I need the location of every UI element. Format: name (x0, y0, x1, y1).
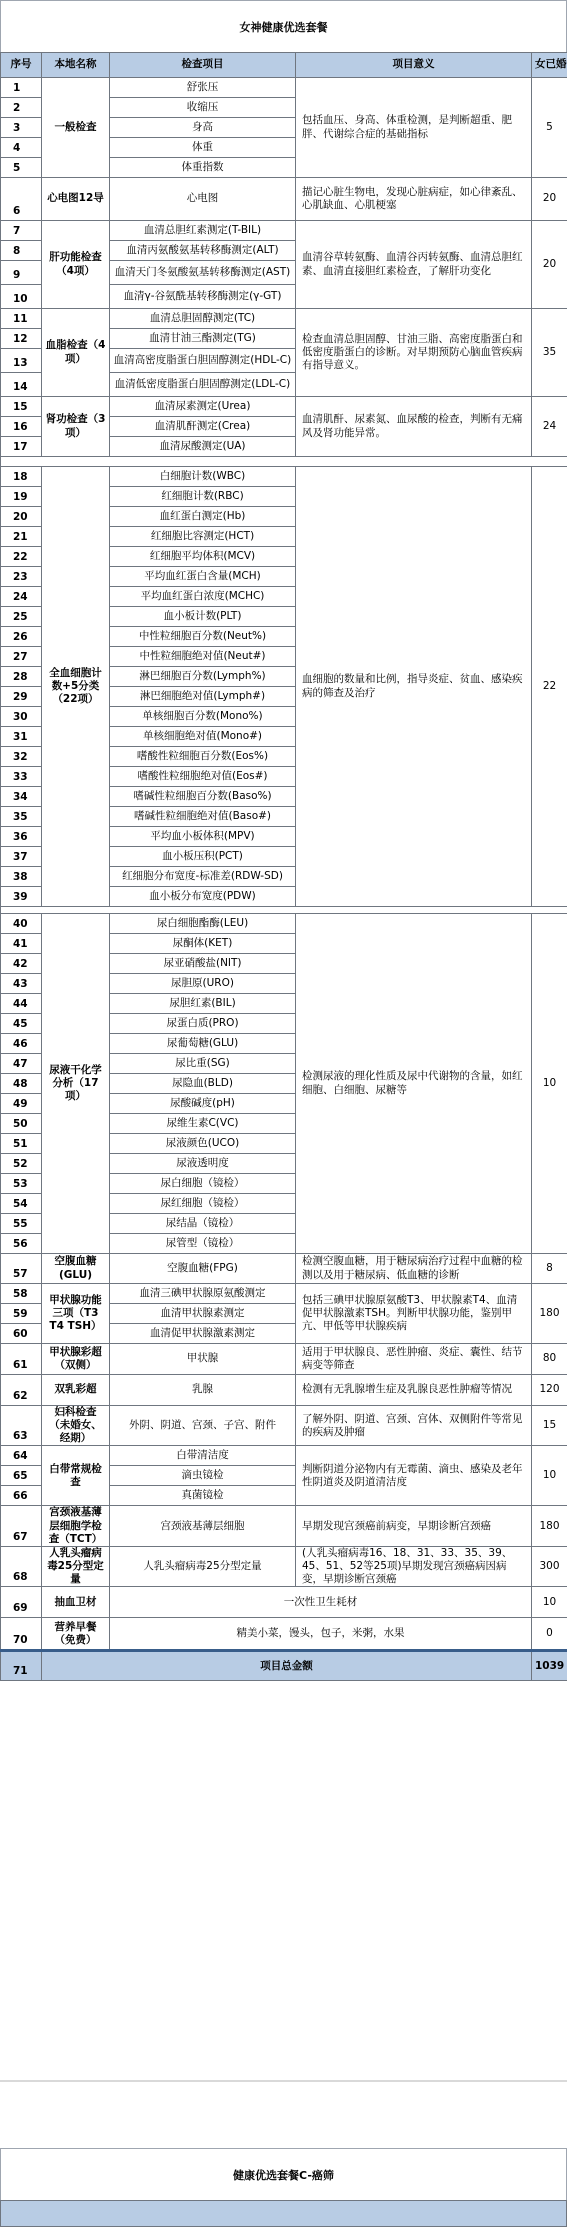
sheet-header-bar-2 (0, 2200, 567, 2227)
check-item: 血清γ-谷氨酰基转移酶测定(γ-GT) (110, 285, 296, 309)
table-gap (1, 907, 567, 914)
header-name: 本地名称 (42, 53, 110, 78)
table-gap (1, 457, 567, 467)
sheet-title-block-2 (0, 2148, 567, 2200)
table-row (1, 1375, 567, 1406)
check-item: 尿蛋白质(PRO) (110, 1014, 296, 1034)
row-number: 54 (1, 1194, 42, 1214)
check-item: 平均血红蛋白含量(MCH) (110, 567, 296, 587)
row-number: 10 (1, 285, 42, 309)
check-item: 嗜酸性粒细胞绝对值(Eos#) (110, 767, 296, 787)
check-item: 中性粒细胞百分数(Neut%) (110, 627, 296, 647)
check-item: 中性粒细胞绝对值(Neut#) (110, 647, 296, 667)
check-item: 白细胞计数(WBC) (110, 467, 296, 487)
check-item: 血清尿素测定(Urea) (110, 397, 296, 417)
row-number: 11 (1, 309, 42, 329)
row-number: 50 (1, 1114, 42, 1134)
row-number: 61 (1, 1344, 42, 1375)
item-meaning: 判断阴道分泌物内有无霉菌、滴虫、感染及老年性阴道炎及阴道清洁度 (296, 1446, 532, 1506)
item-price: 8 (532, 1254, 567, 1284)
row-number: 1 (1, 78, 42, 98)
table-row (1, 178, 567, 221)
check-item: 尿酮体(KET) (110, 934, 296, 954)
row-number: 36 (1, 827, 42, 847)
table-row (1, 1587, 567, 1618)
table-row (1, 1546, 567, 1586)
check-item: 尿酸碱度(pH) (110, 1094, 296, 1114)
gap-cell (1, 907, 567, 914)
row-number: 12 (1, 329, 42, 349)
check-item: 尿比重(SG) (110, 1054, 296, 1074)
row-number: 44 (1, 994, 42, 1014)
row-number: 56 (1, 1234, 42, 1254)
check-item: 淋巴细胞百分数(Lymph%) (110, 667, 296, 687)
item-price: 300 (532, 1546, 567, 1586)
category-name: 尿液干化学分析（17项） (42, 914, 110, 1254)
table-row (1, 914, 567, 934)
item-meaning: 血细胞的数量和比例，指导炎症、贫血、感染疾病的筛查及治疗 (296, 467, 532, 907)
row-number: 18 (1, 467, 42, 487)
check-item: 尿葡萄糖(GLU) (110, 1034, 296, 1054)
row-number: 3 (1, 118, 42, 138)
check-item: 滴虫镜检 (110, 1466, 296, 1486)
check-item: 红细胞平均体积(MCV) (110, 547, 296, 567)
row-number: 66 (1, 1486, 42, 1506)
table-row (1, 1254, 567, 1284)
check-item: 血清甘油三酯测定(TG) (110, 329, 296, 349)
row-number: 19 (1, 487, 42, 507)
category-name: 抽血卫材 (42, 1587, 110, 1618)
table-row (1, 397, 567, 417)
check-item: 血清总胆固醇测定(TC) (110, 309, 296, 329)
row-number: 41 (1, 934, 42, 954)
item-meaning: 早期发现宫颈癌前病变，早期诊断宫颈癌 (296, 1506, 532, 1546)
check-item: 尿结晶（镜检） (110, 1214, 296, 1234)
category-name: 肾功检查（3项） (42, 397, 110, 457)
check-item: 尿亚硝酸盐(NIT) (110, 954, 296, 974)
table-row (1, 221, 567, 241)
sheet-separator (0, 2080, 567, 2148)
row-number: 22 (1, 547, 42, 567)
row-number: 51 (1, 1134, 42, 1154)
row-number: 17 (1, 437, 42, 457)
check-item: 血清肌酐测定(Crea) (110, 417, 296, 437)
row-number: 48 (1, 1074, 42, 1094)
table-row (1, 467, 567, 487)
row-number: 27 (1, 647, 42, 667)
row-number: 38 (1, 867, 42, 887)
row-number: 55 (1, 1214, 42, 1234)
check-item: 一次性卫生耗材 (110, 1587, 532, 1618)
check-item: 血清尿酸测定(UA) (110, 437, 296, 457)
check-item: 血清丙氨酸氨基转移酶测定(ALT) (110, 241, 296, 261)
header-no: 序号 (1, 53, 42, 78)
check-item: 人乳头瘤病毒25分型定量 (110, 1546, 296, 1586)
row-number: 43 (1, 974, 42, 994)
check-item: 真菌镜检 (110, 1486, 296, 1506)
item-meaning: 了解外阴、阴道、宫颈、宫体、双侧附件等常见的疾病及肿瘤 (296, 1406, 532, 1446)
row-number: 30 (1, 707, 42, 727)
row-number: 20 (1, 507, 42, 527)
check-item: 红细胞计数(RBC) (110, 487, 296, 507)
row-number: 45 (1, 1014, 42, 1034)
check-item: 血清三碘甲状腺原氨酸测定 (110, 1284, 296, 1304)
check-item: 血小板压积(PCT) (110, 847, 296, 867)
row-number: 71 (1, 1651, 42, 1681)
row-number: 70 (1, 1618, 42, 1651)
row-number: 29 (1, 687, 42, 707)
check-item: 外阴、阴道、宫颈、子宫、附件 (110, 1406, 296, 1446)
row-number: 49 (1, 1094, 42, 1114)
items-table (0, 52, 567, 1681)
check-item: 尿管型（镜检） (110, 1234, 296, 1254)
check-item: 宫颈液基薄层细胞 (110, 1506, 296, 1546)
row-number: 63 (1, 1406, 42, 1446)
gap-cell (1, 457, 567, 467)
check-item: 血清促甲状腺激素测定 (110, 1324, 296, 1344)
item-meaning: 检测有无乳腺增生症及乳腺良恶性肿瘤等情况 (296, 1375, 532, 1406)
item-price: 15 (532, 1406, 567, 1446)
check-item: 甲状腺 (110, 1344, 296, 1375)
category-name: 肝功能检查（4项） (42, 221, 110, 309)
check-item: 血小板计数(PLT) (110, 607, 296, 627)
row-number: 31 (1, 727, 42, 747)
check-item: 血清高密度脂蛋白胆固醇测定(HDL-C) (110, 349, 296, 373)
row-number: 13 (1, 349, 42, 373)
row-number: 9 (1, 261, 42, 285)
package-sheet-2 (0, 2080, 567, 2227)
category-name: 一般检查 (42, 78, 110, 178)
check-item: 白带清洁度 (110, 1446, 296, 1466)
check-item: 平均血红蛋白浓度(MCHC) (110, 587, 296, 607)
row-number: 26 (1, 627, 42, 647)
table-row (1, 1284, 567, 1304)
row-number: 34 (1, 787, 42, 807)
row-number: 35 (1, 807, 42, 827)
check-item: 嗜酸性粒细胞百分数(Eos%) (110, 747, 296, 767)
item-meaning: 血清谷草转氨酶、血清谷丙转氨酶、血清总胆红素、血清直接胆红素检查，了解肝功变化 (296, 221, 532, 309)
check-item: 血清总胆红素测定(T-BIL) (110, 221, 296, 241)
table-row (1, 1406, 567, 1446)
check-item: 血红蛋白测定(Hb) (110, 507, 296, 527)
check-item: 尿白细胞（镜检） (110, 1174, 296, 1194)
check-item: 单核细胞绝对值(Mono#) (110, 727, 296, 747)
check-item: 尿胆红素(BIL) (110, 994, 296, 1014)
row-number: 14 (1, 373, 42, 397)
item-meaning: 包括三碘甲状腺原氨酸T3、甲状腺素T4、血清促甲状腺激素TSH。判断甲状腺功能，鉴别甲亢、甲低等甲状腺疾病 (296, 1284, 532, 1344)
check-item: 血清低密度脂蛋白胆固醇测定(LDL-C) (110, 373, 296, 397)
item-meaning: (人乳头瘤病毒16、18、31、33、35、39、45、51、52等25项)早期发现宫颈癌病因病变，早期诊断宫颈癌 (296, 1546, 532, 1586)
header-meaning: 项目意义 (296, 53, 532, 78)
table-row (1, 78, 567, 98)
check-item: 淋巴细胞绝对值(Lymph#) (110, 687, 296, 707)
check-item: 心电图 (110, 178, 296, 221)
row-number: 67 (1, 1506, 42, 1546)
row-number: 62 (1, 1375, 42, 1406)
item-price: 20 (532, 178, 567, 221)
header-item: 检查项目 (110, 53, 296, 78)
row-number: 42 (1, 954, 42, 974)
row-number: 60 (1, 1324, 42, 1344)
category-name: 甲状腺彩超（双侧） (42, 1344, 110, 1375)
table-row (1, 309, 567, 329)
check-item: 收缩压 (110, 98, 296, 118)
row-number: 4 (1, 138, 42, 158)
item-meaning: 检测空腹血糖，用于糖尿病治疗过程中血糖的检测以及用于糖尿病、低血糖的诊断 (296, 1254, 532, 1284)
item-price: 180 (532, 1506, 567, 1546)
row-number: 52 (1, 1154, 42, 1174)
item-meaning: 适用于甲状腺良、恶性肿瘤、炎症、囊性、结节病变等筛查 (296, 1344, 532, 1375)
category-name: 宫颈液基薄层细胞学检查（TCT） (42, 1506, 110, 1546)
item-price: 20 (532, 221, 567, 309)
row-number: 40 (1, 914, 42, 934)
row-number: 5 (1, 158, 42, 178)
row-number: 23 (1, 567, 42, 587)
total-price: 1039 (532, 1651, 567, 1681)
row-number: 33 (1, 767, 42, 787)
total-label: 项目总金额 (42, 1651, 532, 1681)
row-number: 46 (1, 1034, 42, 1054)
check-item: 精美小菜，馒头，包子，米粥，水果 (110, 1618, 532, 1651)
row-number: 7 (1, 221, 42, 241)
category-name: 血脂检查（4项） (42, 309, 110, 397)
sheet-title-block (0, 0, 567, 52)
check-item: 平均血小板体积(MPV) (110, 827, 296, 847)
item-meaning: 检查血清总胆固醇、甘油三脂、高密度脂蛋白和低密度脂蛋白的诊断。对早期预防心脑血管疾病有指导意义。 (296, 309, 532, 397)
check-item: 尿白细胞酯酶(LEU) (110, 914, 296, 934)
item-meaning: 描记心脏生物电，发现心脏病症，如心律紊乱、心肌缺血、心肌梗塞 (296, 178, 532, 221)
row-number: 24 (1, 587, 42, 607)
check-item: 血清甲状腺素测定 (110, 1304, 296, 1324)
table-body (1, 78, 567, 1681)
category-name: 人乳头瘤病毒25分型定量 (42, 1546, 110, 1586)
check-item: 尿液颜色(UCO) (110, 1134, 296, 1154)
check-item: 尿隐血(BLD) (110, 1074, 296, 1094)
item-price: 180 (532, 1284, 567, 1344)
table-header-row (1, 53, 567, 78)
table-row (1, 1446, 567, 1466)
item-price: 10 (532, 914, 567, 1254)
check-item: 尿液透明度 (110, 1154, 296, 1174)
item-price: 0 (532, 1618, 567, 1651)
category-name: 双乳彩超 (42, 1375, 110, 1406)
row-number: 2 (1, 98, 42, 118)
item-price: 22 (532, 467, 567, 907)
check-item: 单核细胞百分数(Mono%) (110, 707, 296, 727)
row-number: 47 (1, 1054, 42, 1074)
header-price: 女已婚 (532, 53, 567, 78)
row-number: 53 (1, 1174, 42, 1194)
category-name: 营养早餐（免费） (42, 1618, 110, 1651)
category-name: 全血细胞计数+5分类（22项） (42, 467, 110, 907)
check-item: 尿胆原(URO) (110, 974, 296, 994)
check-item: 尿维生素C(VC) (110, 1114, 296, 1134)
table-row (1, 1344, 567, 1375)
row-number: 69 (1, 1587, 42, 1618)
category-name: 空腹血糖(GLU) (42, 1254, 110, 1284)
check-item: 体重指数 (110, 158, 296, 178)
row-number: 8 (1, 241, 42, 261)
item-meaning: 血清肌酐、尿素氮、血尿酸的检查，判断有无痛风及肾功能异常。 (296, 397, 532, 457)
item-price: 35 (532, 309, 567, 397)
sheet-title-2: 健康优选套餐C-癌筛 (233, 2167, 334, 2183)
row-number: 16 (1, 417, 42, 437)
item-price: 80 (532, 1344, 567, 1375)
item-price: 5 (532, 78, 567, 178)
row-number: 65 (1, 1466, 42, 1486)
check-item: 体重 (110, 138, 296, 158)
check-item: 乳腺 (110, 1375, 296, 1406)
row-number: 57 (1, 1254, 42, 1284)
item-meaning: 包括血压、身高、体重检测，是判断超重、肥胖、代谢综合症的基础指标 (296, 78, 532, 178)
total-row (1, 1651, 567, 1681)
check-item: 红细胞比容测定(HCT) (110, 527, 296, 547)
check-item: 舒张压 (110, 78, 296, 98)
item-price: 24 (532, 397, 567, 457)
item-price: 120 (532, 1375, 567, 1406)
category-name: 甲状腺功能三项（T3 T4 TSH） (42, 1284, 110, 1344)
sheet-title: 女神健康优选套餐 (240, 19, 328, 35)
check-item: 空腹血糖(FPG) (110, 1254, 296, 1284)
row-number: 25 (1, 607, 42, 627)
item-price: 10 (532, 1446, 567, 1506)
item-price: 10 (532, 1587, 567, 1618)
item-meaning: 检测尿液的理化性质及尿中代谢物的含量，如红细胞、白细胞、尿糖等 (296, 914, 532, 1254)
check-item: 血清天门冬氨酸氨基转移酶测定(AST) (110, 261, 296, 285)
check-item: 嗜碱性粒细胞百分数(Baso%) (110, 787, 296, 807)
row-number: 21 (1, 527, 42, 547)
category-name: 妇科检查（未婚女、经期） (42, 1406, 110, 1446)
check-item: 尿红细胞（镜检） (110, 1194, 296, 1214)
row-number: 59 (1, 1304, 42, 1324)
row-number: 6 (1, 178, 42, 221)
row-number: 64 (1, 1446, 42, 1466)
row-number: 68 (1, 1546, 42, 1586)
check-item: 身高 (110, 118, 296, 138)
category-name: 白带常规检查 (42, 1446, 110, 1506)
check-item: 嗜碱性粒细胞绝对值(Baso#) (110, 807, 296, 827)
row-number: 32 (1, 747, 42, 767)
row-number: 28 (1, 667, 42, 687)
table-row (1, 1618, 567, 1651)
row-number: 39 (1, 887, 42, 907)
table-row (1, 1506, 567, 1546)
row-number: 37 (1, 847, 42, 867)
row-number: 15 (1, 397, 42, 417)
category-name: 心电图12导 (42, 178, 110, 221)
check-item: 血小板分布宽度(PDW) (110, 887, 296, 907)
row-number: 58 (1, 1284, 42, 1304)
check-item: 红细胞分布宽度-标准差(RDW-SD) (110, 867, 296, 887)
